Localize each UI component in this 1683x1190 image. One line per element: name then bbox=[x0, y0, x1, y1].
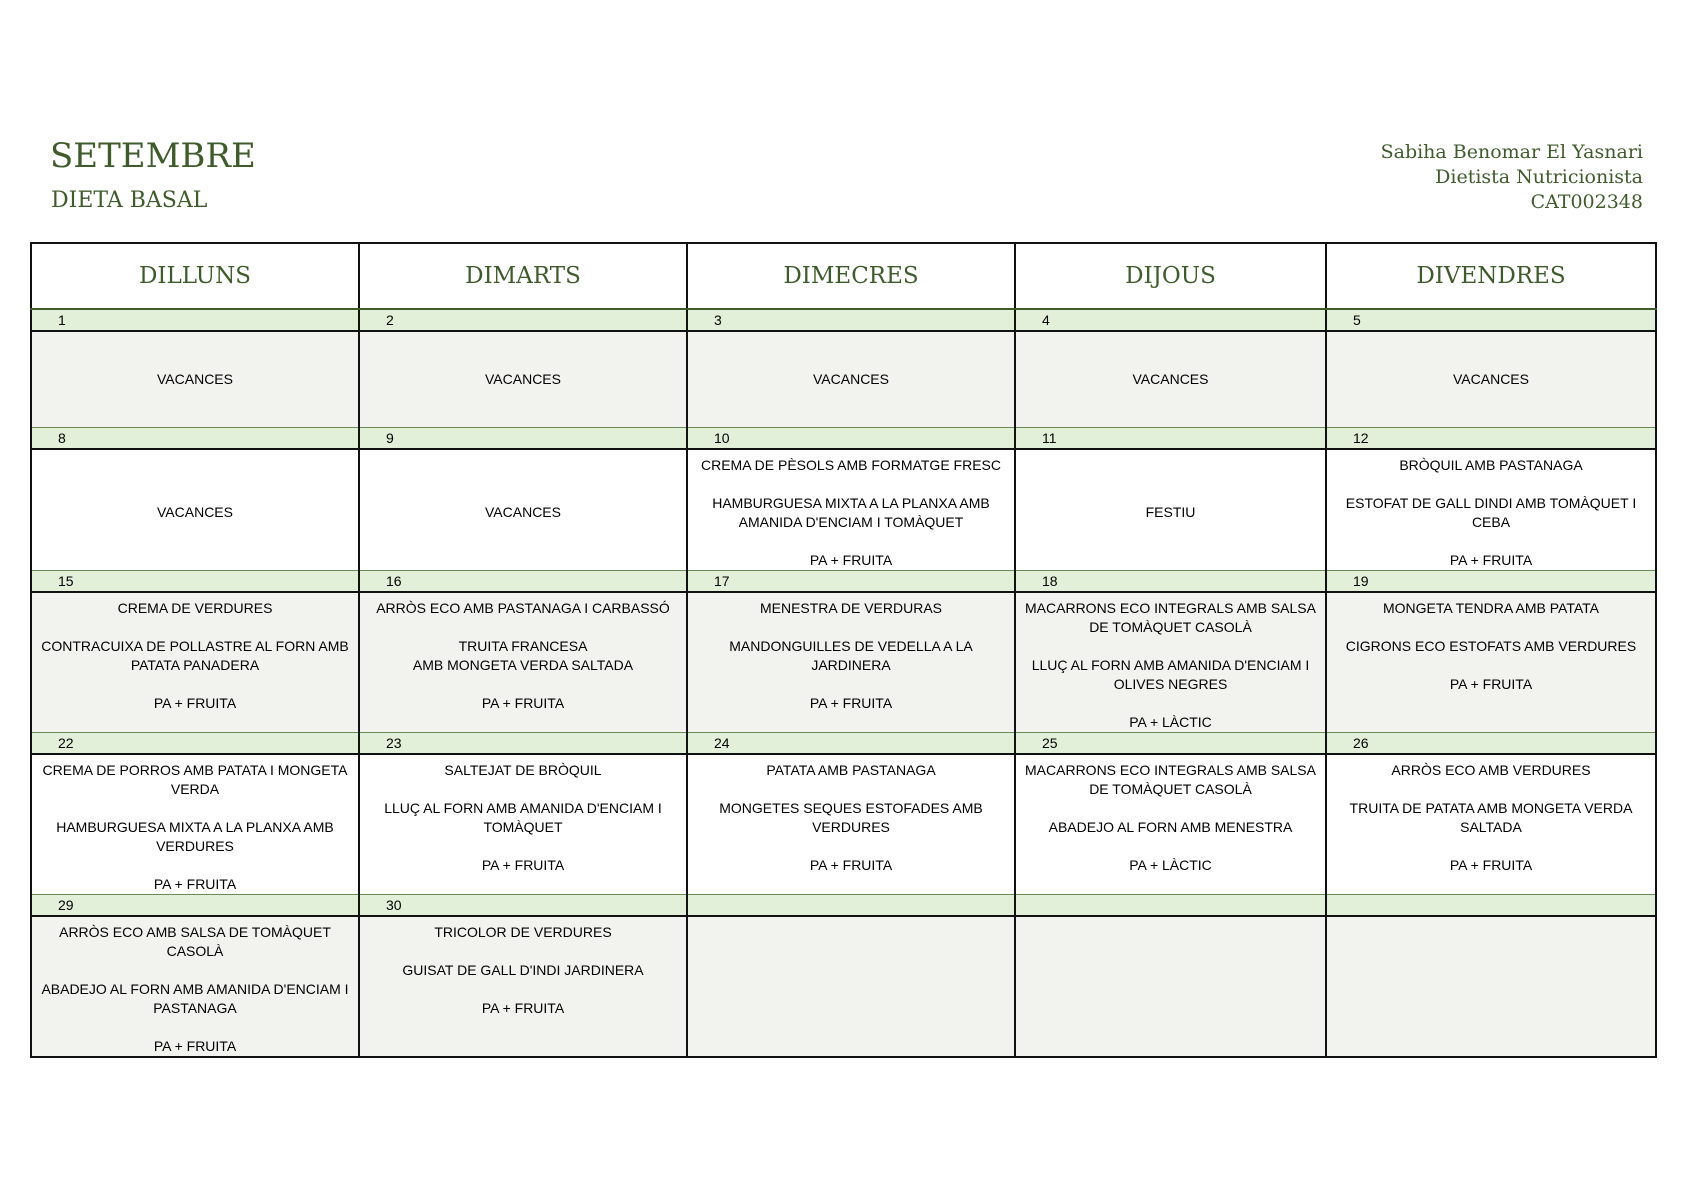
date-number: 29 bbox=[31, 894, 359, 916]
author-id: CAT002348 bbox=[1530, 191, 1643, 213]
day-menu-cell bbox=[359, 754, 687, 895]
week-menu-row bbox=[31, 592, 1656, 733]
date-number: 22 bbox=[31, 732, 359, 754]
menu-dish: LLUÇ AL FORN AMB AMANIDA D'ENCIAM I OLIVES NEGRES bbox=[1031, 656, 1310, 692]
date-number bbox=[1015, 894, 1326, 916]
date-number: 23 bbox=[359, 732, 687, 754]
menu-dish: VACANCES bbox=[1132, 370, 1209, 387]
menu-spacer bbox=[364, 980, 682, 999]
day-menu-cell bbox=[687, 449, 1015, 571]
menu-dish: VACANCES bbox=[813, 370, 889, 387]
menu-spacer bbox=[1020, 694, 1321, 713]
menu-spacer bbox=[36, 675, 354, 694]
weekday-monday: DILLUNS bbox=[31, 243, 359, 309]
menu-spacer bbox=[36, 618, 354, 637]
date-number: 16 bbox=[359, 570, 687, 592]
menu-spacer bbox=[36, 856, 354, 875]
week-number-row bbox=[31, 309, 1656, 331]
date-number: 15 bbox=[31, 570, 359, 592]
menu-spacer bbox=[1020, 837, 1321, 856]
menu-dish: ABADEJO AL FORN AMB MENESTRA bbox=[1048, 818, 1293, 835]
menu-dish: TRUITA FRANCESA bbox=[458, 637, 588, 654]
date-number: 25 bbox=[1015, 732, 1326, 754]
week-menu-row bbox=[31, 916, 1656, 1057]
menu-dish: ABADEJO AL FORN AMB AMANIDA D'ENCIAM I PASTANAGA bbox=[41, 980, 349, 1016]
menu-spacer bbox=[1331, 532, 1651, 551]
date-number: 30 bbox=[359, 894, 687, 916]
date-number: 8 bbox=[31, 427, 359, 449]
week-number-row bbox=[31, 570, 1656, 592]
menu-dish: CREMA DE VERDURES bbox=[117, 599, 273, 616]
menu-dish: TRICOLOR DE VERDURES bbox=[434, 923, 612, 940]
date-number: 2 bbox=[359, 309, 687, 331]
menu-dish: VACANCES bbox=[157, 504, 233, 520]
weekday-friday: DIVENDRES bbox=[1326, 243, 1656, 309]
day-menu-cell bbox=[687, 916, 1015, 1057]
menu-spacer bbox=[692, 532, 1010, 551]
menu-spacer bbox=[692, 618, 1010, 637]
menu-dish: PA + FRUITA bbox=[809, 551, 893, 568]
day-menu-cell bbox=[1015, 754, 1326, 895]
day-menu-cell bbox=[31, 331, 359, 427]
date-number: 18 bbox=[1015, 570, 1326, 592]
menu-dish: PA + FRUITA bbox=[809, 694, 893, 711]
menu-spacer bbox=[692, 675, 1010, 694]
menu-spacer bbox=[1331, 656, 1651, 675]
menu-dish: LLUÇ AL FORN AMB AMANIDA D'ENCIAM I TOMÀQUET bbox=[384, 799, 662, 835]
date-number: 19 bbox=[1326, 570, 1656, 592]
week-menu-row bbox=[31, 331, 1656, 427]
day-menu-cell bbox=[1326, 592, 1656, 733]
menu-spacer bbox=[364, 942, 682, 961]
menu-dish: HAMBURGUESA MIXTA A LA PLANXA AMB VERDURES bbox=[56, 818, 334, 854]
menu-dish: GUISAT DE GALL D'INDI JARDINERA bbox=[402, 961, 644, 978]
menu-dish: PA + FRUITA bbox=[153, 694, 237, 711]
menu-spacer bbox=[692, 837, 1010, 856]
date-number: 10 bbox=[687, 427, 1015, 449]
menu-dish: HAMBURGUESA MIXTA A LA PLANXA AMB AMANIDA D'ENCIAM I TOMÀQUET bbox=[712, 494, 990, 530]
day-menu-cell bbox=[687, 592, 1015, 733]
menu-dish: PA + FRUITA bbox=[1449, 551, 1533, 568]
menu-dish: PA + LÀCTIC bbox=[1129, 856, 1212, 873]
menu-dish: PA + FRUITA bbox=[481, 694, 565, 711]
menu-dish: PA + FRUITA bbox=[809, 856, 893, 873]
menu-dish: CREMA DE PÈSOLS AMB FORMATGE FRESC bbox=[700, 456, 1001, 473]
day-menu-cell bbox=[1326, 916, 1656, 1057]
week-number-row bbox=[31, 427, 1656, 449]
menu-dish: AMB MONGETA VERDA SALTADA bbox=[412, 656, 634, 673]
day-menu-cell bbox=[359, 331, 687, 427]
day-menu-cell bbox=[31, 916, 359, 1057]
day-menu-cell bbox=[1326, 754, 1656, 895]
weekday-thursday: DIJOUS bbox=[1015, 243, 1326, 309]
date-number bbox=[687, 894, 1015, 916]
menu-spacer bbox=[1331, 618, 1651, 637]
date-number: 5 bbox=[1326, 309, 1656, 331]
menu-dish: MANDONGUILLES DE VEDELLA A LA JARDINERA bbox=[729, 637, 973, 673]
menu-dish: PATATA AMB PASTANAGA bbox=[766, 761, 936, 778]
day-menu-cell bbox=[31, 754, 359, 895]
menu-dish: VACANCES bbox=[1453, 370, 1529, 387]
weekday-wednesday: DIMECRES bbox=[687, 243, 1015, 309]
menu-dish: CIGRONS ECO ESTOFATS AMB VERDURES bbox=[1345, 637, 1637, 654]
menu-dish: CREMA DE PORROS AMB PATATA I MONGETA VERDA bbox=[42, 761, 348, 797]
menu-spacer bbox=[36, 799, 354, 818]
day-menu-cell bbox=[1326, 449, 1656, 571]
day-menu-cell bbox=[359, 916, 687, 1057]
week-menu-row bbox=[31, 754, 1656, 895]
author-name: Sabiha Benomar El Yasnari bbox=[1380, 141, 1643, 163]
day-menu-cell bbox=[1015, 592, 1326, 733]
menu-dish: ARRÒS ECO AMB PASTANAGA I CARBASSÓ bbox=[376, 599, 670, 616]
menu-spacer bbox=[36, 1018, 354, 1037]
date-number: 24 bbox=[687, 732, 1015, 754]
day-menu-cell bbox=[31, 592, 359, 733]
day-menu-cell bbox=[1326, 331, 1656, 427]
menu-spacer bbox=[1331, 780, 1651, 799]
calendar-body bbox=[31, 309, 1656, 1057]
day-menu-cell bbox=[1015, 449, 1326, 571]
day-menu-cell bbox=[359, 592, 687, 733]
menu-spacer bbox=[36, 961, 354, 980]
diet-subtitle: DIETA BASAL bbox=[51, 188, 208, 213]
day-menu-cell bbox=[1015, 331, 1326, 427]
menu-dish: MONGETES SEQUES ESTOFADES AMB VERDURES bbox=[719, 799, 983, 835]
day-menu-cell bbox=[31, 449, 359, 571]
menu-dish: PA + FRUITA bbox=[1449, 856, 1533, 873]
week-number-row bbox=[31, 894, 1656, 916]
author-role: Dietista Nutricionista bbox=[1435, 166, 1643, 188]
menu-dish: TRUITA DE PATATA AMB MONGETA VERDA SALTADA bbox=[1349, 799, 1633, 835]
week-menu-row bbox=[31, 449, 1656, 571]
menu-dish: FESTIU bbox=[1145, 504, 1196, 520]
date-number: 4 bbox=[1015, 309, 1326, 331]
menu-spacer bbox=[1331, 475, 1651, 494]
menu-spacer bbox=[1331, 837, 1651, 856]
date-number: 11 bbox=[1015, 427, 1326, 449]
menu-spacer bbox=[692, 475, 1010, 494]
menu-dish: VACANCES bbox=[485, 370, 561, 387]
menu-dish: VACANCES bbox=[157, 370, 233, 387]
menu-dish: PA + FRUITA bbox=[153, 1037, 237, 1054]
menu-spacer bbox=[364, 618, 682, 637]
date-number: 12 bbox=[1326, 427, 1656, 449]
menu-dish: MONGETA TENDRA AMB PATATA bbox=[1383, 599, 1599, 616]
date-number: 9 bbox=[359, 427, 687, 449]
month-title: SETEMBRE bbox=[50, 136, 256, 176]
day-menu-cell bbox=[687, 331, 1015, 427]
date-number: 17 bbox=[687, 570, 1015, 592]
day-menu-cell bbox=[1015, 916, 1326, 1057]
menu-dish: CONTRACUIXA DE POLLASTRE AL FORN AMB PATATA PANADERA bbox=[41, 637, 349, 673]
menu-dish: ESTOFAT DE GALL DINDI AMB TOMÀQUET I CEBA bbox=[1345, 494, 1637, 530]
menu-spacer bbox=[364, 837, 682, 856]
menu-dish: PA + FRUITA bbox=[481, 999, 565, 1016]
day-menu-cell bbox=[687, 754, 1015, 895]
menu-dish: SALTEJAT DE BRÒQUIL bbox=[444, 761, 602, 778]
menu-dish: MENESTRA DE VERDURAS bbox=[759, 599, 943, 616]
date-number: 3 bbox=[687, 309, 1015, 331]
menu-dish: PA + FRUITA bbox=[1449, 675, 1533, 692]
menu-dish: PA + FRUITA bbox=[153, 875, 237, 892]
menu-spacer bbox=[1020, 637, 1321, 656]
menu-spacer bbox=[692, 780, 1010, 799]
date-number: 1 bbox=[31, 309, 359, 331]
menu-spacer bbox=[364, 780, 682, 799]
week-number-row bbox=[31, 732, 1656, 754]
menu-dish: MACARRONS ECO INTEGRALS AMB SALSA DE TOMÀQUET CASOLÀ bbox=[1025, 599, 1316, 635]
menu-dish: PA + FRUITA bbox=[481, 856, 565, 873]
author-block bbox=[1381, 140, 1643, 215]
menu-dish: ARRÒS ECO AMB VERDURES bbox=[1391, 761, 1591, 778]
weekday-tuesday: DIMARTS bbox=[359, 243, 687, 309]
menu-dish: VACANCES bbox=[485, 504, 561, 520]
weekday-header-row bbox=[31, 243, 1656, 309]
menu-dish: ARRÒS ECO AMB SALSA DE TOMÀQUET CASOLÀ bbox=[59, 923, 331, 959]
menu-dish: PA + LÀCTIC bbox=[1129, 713, 1212, 730]
menu-spacer bbox=[1020, 799, 1321, 818]
menu-dish: BRÒQUIL AMB PASTANAGA bbox=[1399, 456, 1583, 473]
date-number bbox=[1326, 894, 1656, 916]
day-menu-cell bbox=[359, 449, 687, 571]
menu-spacer bbox=[364, 675, 682, 694]
date-number: 26 bbox=[1326, 732, 1656, 754]
menu-dish: MACARRONS ECO INTEGRALS AMB SALSA DE TOMÀQUET CASOLÀ bbox=[1025, 761, 1316, 797]
menu-calendar bbox=[30, 242, 1657, 1058]
